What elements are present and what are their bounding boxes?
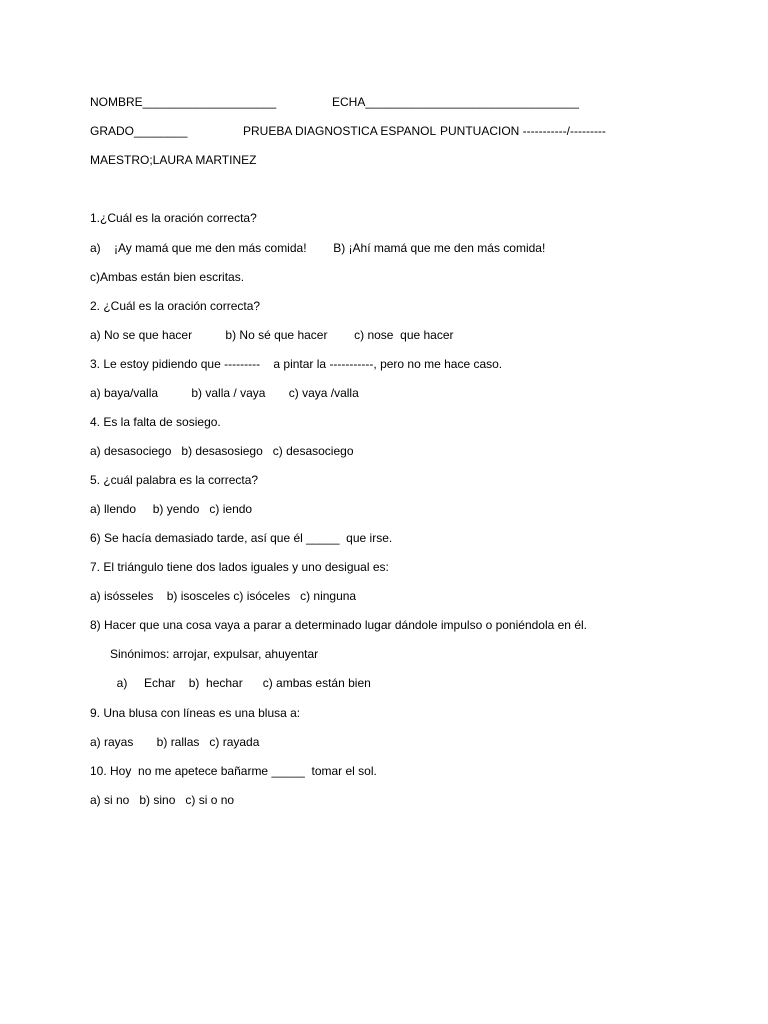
question-5-prompt: 5. ¿cuál palabra es la correcta? xyxy=(90,473,259,487)
document-title: PRUEBA DIAGNOSTICA ESPANOL xyxy=(243,124,437,138)
question-5-options: a) llendo b) yendo c) iendo xyxy=(90,502,253,516)
nombre-field: NOMBRE____________________ xyxy=(90,95,277,109)
question-8-synonyms: Sinónimos: arrojar, expulsar, ahuyentar xyxy=(90,647,319,661)
question-6-prompt: 6) Se hacía demasiado tarde, así que él _____ que irse. xyxy=(90,531,393,545)
question-2-prompt: 2. ¿Cuál es la oración correcta? xyxy=(90,299,261,313)
question-7-prompt: 7. El triángulo tiene dos lados iguales y uno desigual es: xyxy=(90,560,389,574)
question-2-options: a) No se que hacer b) No sé que hacer c) nose que hacer xyxy=(90,328,454,342)
question-4-prompt: 4. Es la falta de sosiego. xyxy=(90,415,221,429)
question-1-option-line-1: a) ¡Ay mamá que me den más comida! B) ¡Ahí mamá que me den más comida! xyxy=(90,241,546,255)
question-10-options: a) si no b) sino c) si o no xyxy=(90,793,235,807)
question-9-options: a) rayas b) rallas c) rayada xyxy=(90,735,260,749)
question-1-option-line-2: c)Ambas están bien escritas. xyxy=(90,270,245,284)
question-4-options: a) desasociego b) desasosiego c) desasociego xyxy=(90,444,354,458)
grado-field: GRADO________ xyxy=(90,124,188,138)
maestro-field: MAESTRO;LAURA MARTINEZ xyxy=(90,153,257,167)
fecha-field: ECHA________________________________ xyxy=(332,95,579,109)
puntuacion-field: PUNTUACION -----------/--------- xyxy=(440,124,606,138)
question-3-prompt: 3. Le estoy pidiendo que --------- a pintar la -----------, pero no me hace caso. xyxy=(90,357,503,371)
question-9-prompt: 9. Una blusa con líneas es una blusa a: xyxy=(90,706,301,720)
question-8-prompt: 8) Hacer que una cosa vaya a parar a determinado lugar dándole impulso o poniéndola en él. xyxy=(90,618,587,632)
question-1-prompt: 1.¿Cuál es la oración correcta? xyxy=(90,211,257,225)
question-3-options: a) baya/valla b) valla / vaya c) vaya /valla xyxy=(90,386,359,400)
question-7-options: a) isósseles b) isosceles c) isóceles c) ninguna xyxy=(90,589,357,603)
question-10-prompt: 10. Hoy no me apetece bañarme _____ tomar el sol. xyxy=(90,764,377,778)
question-8-options: a) Echar b) hechar c) ambas están bien xyxy=(90,676,371,690)
